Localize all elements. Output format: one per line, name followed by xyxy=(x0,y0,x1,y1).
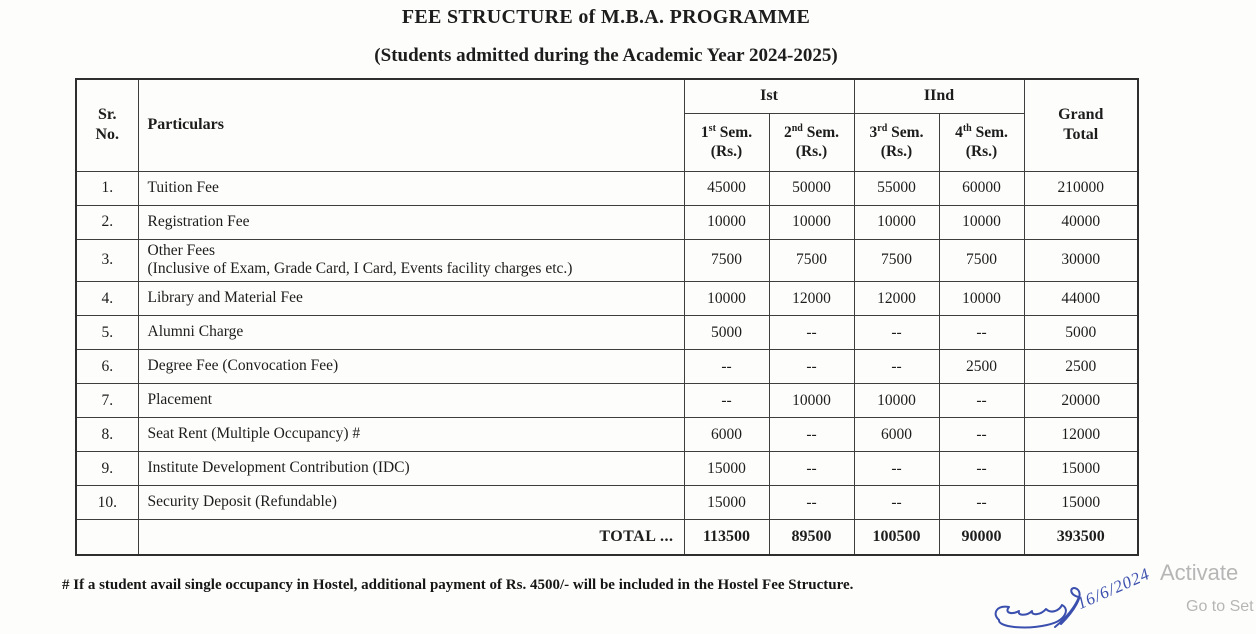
fee-structure-table xyxy=(75,78,1139,556)
page-title: FEE STRUCTURE of M.B.A. PROGRAMME xyxy=(401,6,811,28)
cell-sem1: 45000 xyxy=(684,171,769,205)
total-row xyxy=(76,520,1138,555)
cell-particulars xyxy=(138,486,684,520)
sem1-num: 1 xyxy=(700,123,709,141)
table-row xyxy=(76,384,1138,418)
cell-sem4: -- xyxy=(939,486,1024,520)
table-row xyxy=(76,316,1138,350)
cell-sem1: 10000 xyxy=(684,282,769,316)
cell-sem1: -- xyxy=(684,350,769,384)
activate-windows-watermark: Activate xyxy=(1160,560,1239,585)
cell-sem4: 2500 xyxy=(939,350,1024,384)
cell-sem3: 6000 xyxy=(854,418,939,452)
cell-sem4: 7500 xyxy=(939,239,1024,282)
cell-sem2: -- xyxy=(769,418,854,452)
sem3-ordinal: rd xyxy=(877,122,888,134)
cell-grand: 15000 xyxy=(1024,452,1138,486)
sem4-num: 4 xyxy=(955,123,963,141)
cell-sem3: 10000 xyxy=(854,384,939,418)
cell-grand: 44000 xyxy=(1024,282,1138,316)
cell-sr: 3. xyxy=(76,239,138,282)
cell-sem2: 12000 xyxy=(769,282,854,316)
cell-sem1: 15000 xyxy=(684,452,769,486)
sem3-unit: (Rs.) xyxy=(880,143,913,160)
header-year-first: Ist xyxy=(684,79,854,113)
cell-sem1: 10000 xyxy=(684,205,769,239)
total-sem1: 113500 xyxy=(684,520,769,555)
cell-sem1: 15000 xyxy=(684,486,769,520)
cell-particulars xyxy=(138,384,684,418)
cell-grand: 210000 xyxy=(1024,171,1138,205)
sem4-ordinal: th xyxy=(962,122,972,134)
table-header-group-row xyxy=(76,79,1138,113)
cell-grand: 15000 xyxy=(1024,486,1138,520)
header-sem-3 xyxy=(854,113,939,171)
particulars-line1: Library and Material Fee xyxy=(147,289,303,307)
cell-grand: 2500 xyxy=(1024,350,1138,384)
cell-sem4: -- xyxy=(939,316,1024,350)
cell-particulars xyxy=(138,452,684,486)
particulars-line2: (Inclusive of Exam, Grade Card, I Card, Events facility charges etc.) xyxy=(147,260,573,278)
table-row xyxy=(76,350,1138,384)
cell-sr: 1. xyxy=(76,171,138,205)
sem2-label: Sem. xyxy=(802,123,840,141)
sem3-label: Sem. xyxy=(887,123,924,141)
cell-particulars xyxy=(138,350,684,384)
cell-grand: 5000 xyxy=(1024,316,1138,350)
header-sem-2 xyxy=(769,113,854,171)
header-grand-total xyxy=(1024,79,1138,171)
cell-sem2: 7500 xyxy=(769,239,854,282)
cell-sem3: 12000 xyxy=(854,282,939,316)
cell-sem3: 10000 xyxy=(854,205,939,239)
sem4-label: Sem. xyxy=(971,123,1008,141)
total-sem2: 89500 xyxy=(769,520,854,555)
particulars-line1: Alumni Charge xyxy=(147,323,244,341)
sem2-ordinal: nd xyxy=(791,122,803,134)
handwritten-date: 16/6/2024 xyxy=(1073,564,1153,614)
table-row xyxy=(76,239,1138,282)
cell-sem2: -- xyxy=(769,452,854,486)
cell-sem4: 60000 xyxy=(939,171,1024,205)
sem3-num: 3 xyxy=(869,123,878,141)
sem2-num: 2 xyxy=(783,123,792,141)
document-header xyxy=(75,6,1137,67)
cell-sem1: 6000 xyxy=(684,418,769,452)
total-sem4: 90000 xyxy=(939,520,1024,555)
total-label: TOTAL ... xyxy=(138,520,684,555)
cell-sem4: 10000 xyxy=(939,205,1024,239)
particulars-line1: Placement xyxy=(147,391,213,409)
table-row xyxy=(76,486,1138,520)
table-row xyxy=(76,171,1138,205)
total-sr-empty-cell xyxy=(76,520,138,555)
hostel-footnote: # If a student avail single occupancy in Hostel, additional payment of Rs. 4500/- will be included in the Hostel Fee Structure. xyxy=(62,577,854,593)
cell-sem1: 5000 xyxy=(684,316,769,350)
cell-particulars xyxy=(138,171,684,205)
cell-sem3: 55000 xyxy=(854,171,939,205)
cell-sr: 7. xyxy=(76,384,138,418)
particulars-line1: Security Deposit (Refundable) xyxy=(147,493,337,511)
cell-sem2: 50000 xyxy=(769,171,854,205)
sem2-unit: (Rs.) xyxy=(795,143,828,160)
particulars-line1: Seat Rent (Multiple Occupancy) # xyxy=(147,425,361,443)
cell-sr: 10. xyxy=(76,486,138,520)
cell-particulars xyxy=(138,316,684,350)
cell-sr: 5. xyxy=(76,316,138,350)
sem4-unit: (Rs.) xyxy=(965,143,998,160)
table-row xyxy=(76,205,1138,239)
cell-grand: 12000 xyxy=(1024,418,1138,452)
cell-sem3: 7500 xyxy=(854,239,939,282)
header-sr-line2: No. xyxy=(95,126,120,144)
table-row xyxy=(76,418,1138,452)
particulars-line1: Registration Fee xyxy=(147,212,250,230)
cell-sem2: -- xyxy=(769,350,854,384)
header-grand-line2: Total xyxy=(1063,126,1099,144)
cell-sem1: -- xyxy=(684,384,769,418)
cell-sr: 4. xyxy=(76,282,138,316)
cell-sem4: -- xyxy=(939,452,1024,486)
cell-particulars xyxy=(138,282,684,316)
cell-sr: 6. xyxy=(76,350,138,384)
cell-grand: 20000 xyxy=(1024,384,1138,418)
total-grand: 393500 xyxy=(1024,520,1138,555)
cell-sem2: -- xyxy=(769,486,854,520)
cell-sr: 9. xyxy=(76,452,138,486)
header-sr-line1: Sr. xyxy=(97,106,117,124)
cell-particulars xyxy=(138,205,684,239)
cell-sem3: -- xyxy=(854,316,939,350)
header-sem-1 xyxy=(684,113,769,171)
cell-sem4: -- xyxy=(939,418,1024,452)
go-to-settings-watermark: Go to Set xyxy=(1186,598,1254,615)
cell-sem2: 10000 xyxy=(769,384,854,418)
total-sem3: 100500 xyxy=(854,520,939,555)
sem1-unit: (Rs.) xyxy=(710,143,743,160)
sem1-ordinal: st xyxy=(708,122,716,134)
cell-particulars xyxy=(138,418,684,452)
cell-particulars xyxy=(138,239,684,282)
cell-sem2: -- xyxy=(769,316,854,350)
header-sr-no xyxy=(76,79,138,171)
particulars-line1: Other Fees xyxy=(147,241,216,259)
particulars-line1: Institute Development Contribution (IDC) xyxy=(147,459,410,477)
table-row xyxy=(76,282,1138,316)
cell-sem4: 10000 xyxy=(939,282,1024,316)
header-year-second: IInd xyxy=(854,79,1024,113)
cell-grand: 40000 xyxy=(1024,205,1138,239)
fee-table-body xyxy=(76,171,1138,520)
table-row xyxy=(76,452,1138,486)
cell-grand: 30000 xyxy=(1024,239,1138,282)
cell-sr: 2. xyxy=(76,205,138,239)
cell-sem3: -- xyxy=(854,452,939,486)
header-particulars: Particulars xyxy=(138,79,684,171)
header-sem-4 xyxy=(939,113,1024,171)
cell-sem4: -- xyxy=(939,384,1024,418)
cell-sem3: -- xyxy=(854,486,939,520)
cell-sem1: 7500 xyxy=(684,239,769,282)
cell-sem3: -- xyxy=(854,350,939,384)
cell-sr: 8. xyxy=(76,418,138,452)
sem1-label: Sem. xyxy=(715,123,753,141)
particulars-line1: Degree Fee (Convocation Fee) xyxy=(147,357,339,375)
cell-sem2: 10000 xyxy=(769,205,854,239)
header-grand-line1: Grand xyxy=(1058,106,1104,124)
particulars-line1: Tuition Fee xyxy=(147,178,219,196)
page-subtitle: (Students admitted during the Academic Year 2024-2025) xyxy=(374,45,838,66)
